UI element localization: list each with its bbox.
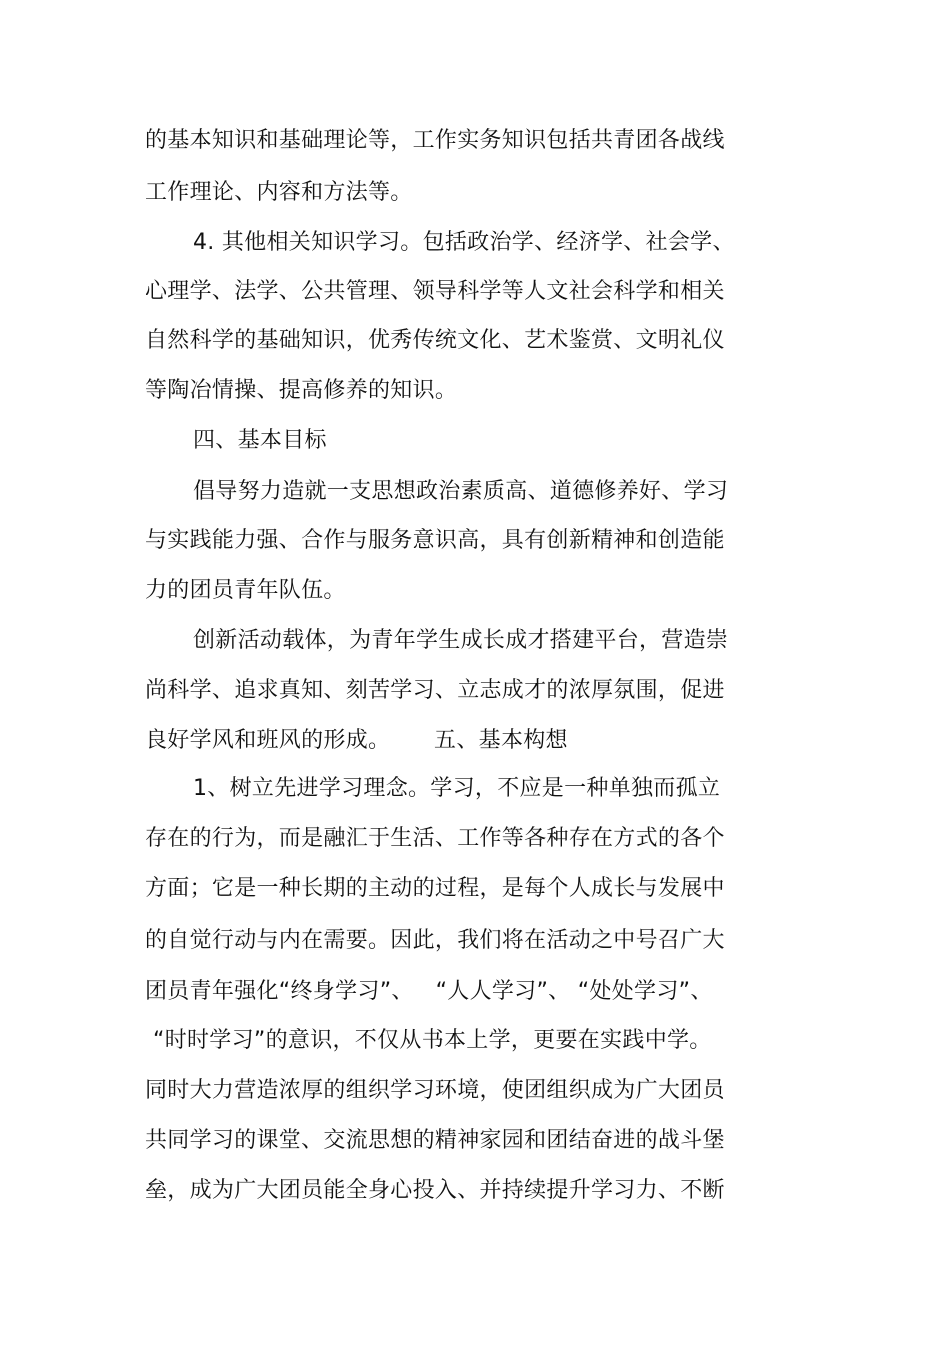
text-line: 垒，成为广大团员能全身心投入、并持续提升学习力、不断 bbox=[145, 1178, 725, 1203]
text-line: 共同学习的课堂、交流思想的精神家园和团结奋进的战斗堡 bbox=[145, 1128, 725, 1153]
text-line: 的基本知识和基础理论等，工作实务知识包括共青团各战线 bbox=[145, 128, 725, 153]
text-line: 倡导努力造就一支思想政治素质高、道德修养好、学习 bbox=[193, 479, 729, 504]
text-line: 存在的行为，而是融汇于生活、工作等各种存在方式的各个 bbox=[145, 826, 725, 851]
text-line: 心理学、法学、公共管理、领导科学等人文社会科学和相关 bbox=[145, 279, 725, 304]
text-line: 良好学风和班风的形成。 五、基本构想 bbox=[145, 728, 568, 753]
text-line: 尚科学、追求真知、刻苦学习、立志成才的浓厚氛围，促进 bbox=[145, 678, 725, 703]
text-line: 方面；它是一种长期的主动的过程，是每个人成长与发展中 bbox=[145, 876, 725, 901]
text-line: 与实践能力强、合作与服务意识高，具有创新精神和创造能 bbox=[145, 528, 725, 553]
text-line: 同时大力营造浓厚的组织学习环境，使团组织成为广大团员 bbox=[145, 1078, 725, 1103]
text-line: “时时学习”的意识，不仅从书本上学，更要在实践中学。 bbox=[153, 1028, 712, 1053]
text-line: 的自觉行动与内在需要。因此，我们将在活动之中号召广大 bbox=[145, 928, 725, 953]
text-line: 创新活动载体，为青年学生成长成才搭建平台，营造崇 bbox=[193, 628, 729, 653]
text-line: 1、树立先进学习理念。学习，不应是一种单独而孤立 bbox=[193, 776, 721, 801]
text-line: 4. 其他相关知识学习。包括政治学、经济学、社会学、 bbox=[193, 230, 735, 255]
text-line: 等陶冶情操、提高修养的知识。 bbox=[145, 378, 458, 403]
text-line: 团员青年强化“终身学习”、 “人人学习”、 “处处学习”、 bbox=[145, 979, 713, 1004]
text-line: 力的团员青年队伍。 bbox=[145, 578, 346, 603]
section-heading: 四、基本目标 bbox=[193, 428, 327, 453]
text-line: 工作理论、内容和方法等。 bbox=[145, 180, 413, 205]
text-line: 自然科学的基础知识，优秀传统文化、艺术鉴赏、文明礼仪 bbox=[145, 328, 725, 353]
